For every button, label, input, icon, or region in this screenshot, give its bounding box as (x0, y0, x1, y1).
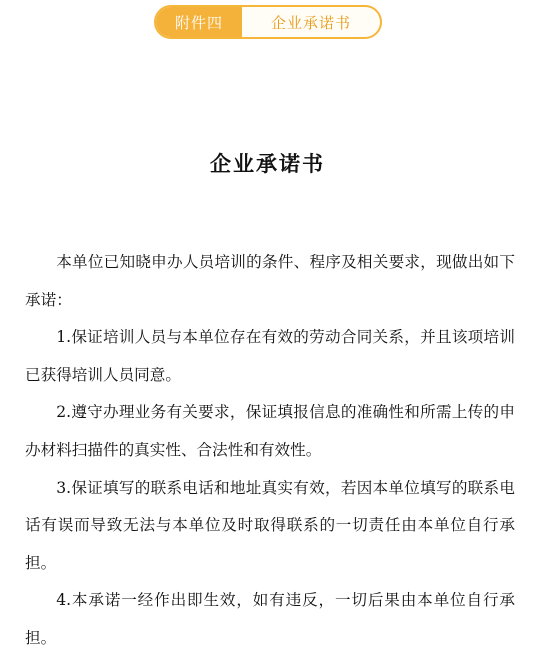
paragraph-item-1: 1.保证培训人员与本单位存在有效的劳动合同关系，并且该项培训已获得培训人员同意。 (25, 328, 515, 384)
paragraph-item-3: 3.保证填写的联系电话和地址真实有效，若因本单位填写的联系电话有误而导致无法与本单位及时取得联系的一切责任由本单位自行承担。 (25, 478, 515, 572)
document-body (25, 244, 515, 658)
paragraph-item-2: 2.遵守办理业务有关要求，保证填报信息的准确性和所需上传的申办材料扫描件的真实性、合法性和有效性。 (25, 403, 515, 459)
paragraph-intro: 本单位已知晓申办人员培训的条件、程序及相关要求，现做出如下承诺： (25, 253, 515, 309)
paragraph-item-4: 4.本承诺一经作出即生效，如有违反，一切后果由本单位自行承担。 (25, 591, 515, 647)
attachment-title-label: 企业承诺书 (270, 13, 351, 32)
attachment-number-label: 附件四 (156, 7, 242, 37)
document-title: 企业承诺书 (210, 152, 325, 176)
attachment-tag (154, 5, 382, 39)
